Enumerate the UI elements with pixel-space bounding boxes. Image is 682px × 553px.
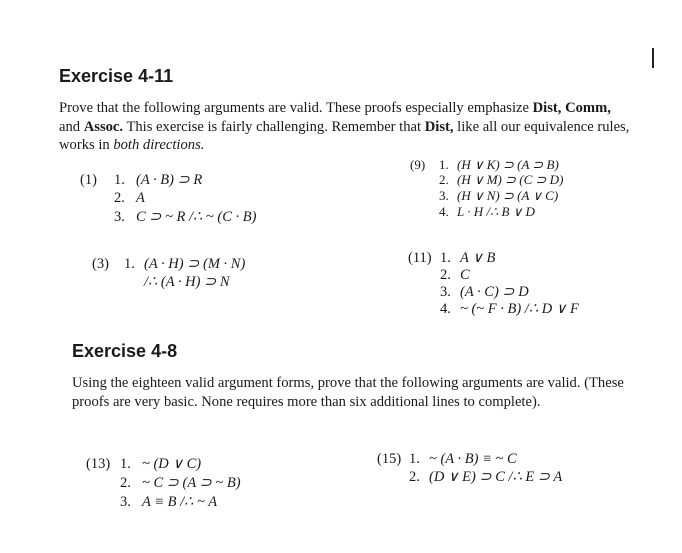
problem-1-line-1: (1) 1. (A · B) ⊃ R [80,172,203,188]
exercise-4-11-intro: Prove that the following arguments are valid. These proofs especially emphasize Dist, Comm, and Assoc. This exercise is fairly challenging. Remember that Dist, like all our equivalence rules, works in both directions. [59,100,630,153]
problem-11-line-4: 4. ~ (~ F · B) /∴ D ∨ F [440,301,579,317]
exercise-4-11-heading: Exercise 4-11 [59,66,174,86]
problem-13-line-3: 3. A ≡ B /∴ ~ A [120,494,218,510]
problem-11-line-2: 2. C [440,267,470,283]
problem-1-line-2: 2. A [114,190,145,206]
problem-9-line-1: (9) 1. (H ∨ K) ⊃ (A ⊃ B) [410,157,559,172]
problem-3-line-2: /∴ (A · H) ⊃ N [144,274,230,290]
problem-11-line-1: (11) 1. A ∨ B [408,250,496,266]
problem-9-line-3: 3. (H ∨ N) ⊃ (A ∨ C) [439,188,559,203]
problem-13-line-1: (13) 1. ~ (D ∨ C) [86,456,202,472]
problem-13-line-2: 2. ~ C ⊃ (A ⊃ ~ B) [120,475,241,491]
problem-9-line-2: 2. (H ∨ M) ⊃ (C ⊃ D) [439,172,564,187]
exercise-4-8-heading: Exercise 4-8 [72,341,178,361]
problem-9-line-4: 4. L · H /∴ B ∨ D [439,204,535,219]
exercise-4-8-intro: Using the eighteen valid argument forms, prove that the following arguments are valid. (These proofs are very basic. None requires more than six additional lines to complete). [72,375,624,410]
problem-11-line-3: 3. (A · C) ⊃ D [440,284,529,300]
problem-3-line-1: (3) 1. (A · H) ⊃ (M · N) [92,256,246,272]
text-cursor [652,48,654,68]
problem-1-line-3: 3. C ⊃ ~ R /∴ ~ (C · B) [114,209,257,225]
problem-15-line-1: (15) 1. ~ (A · B) ≡ ~ C [377,451,517,467]
problem-15-line-2: 2. (D ∨ E) ⊃ C /∴ E ⊃ A [409,469,563,485]
